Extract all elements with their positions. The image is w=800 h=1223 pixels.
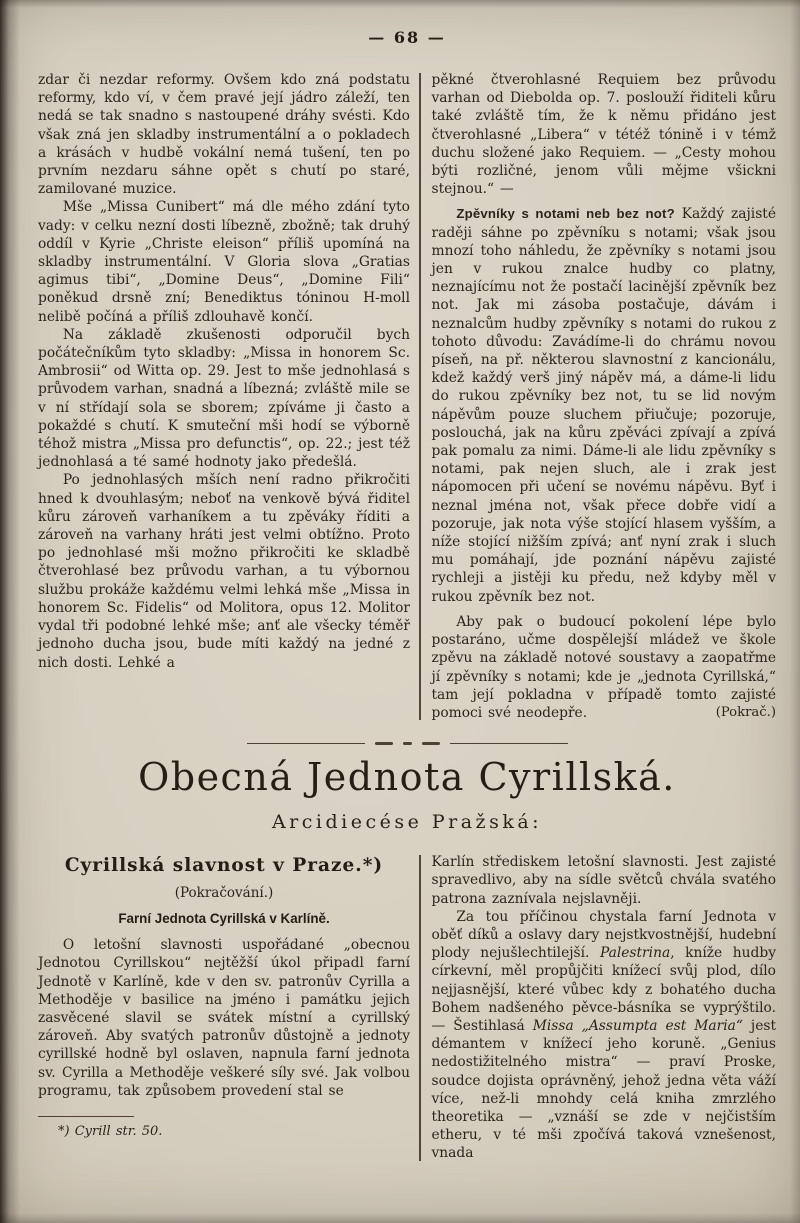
page-number: — 68 — xyxy=(368,28,446,47)
top-right-column xyxy=(432,71,777,722)
scan-edge-shadow-right xyxy=(790,0,800,1223)
ornament-diamond xyxy=(422,742,440,745)
page-content xyxy=(38,28,776,1163)
inline-heading: Zpěvníky s notami neb bez not? xyxy=(456,206,675,222)
paragraph: Mše „Missa Cunibert“ má dle mého zdání tyto vady: v celku nezní dosti líbezně, zbožně; tak druhý oddíl v Kyrie „Christe eleison“ příliš upomíná na skladby instrumentální. V Gloria slova „Gratias agimus tibi“, „Domine Deus“, „Domine Fili“ poněkud drsně zní; Benediktus tóninou H-moll nelibě počíná a příliš zdlouhavě končí. xyxy=(38,199,410,325)
footnote-text: *) Cyrill str. 50. xyxy=(58,1124,163,1140)
section-subtitle: Arcidiecése Pražská: xyxy=(271,811,543,834)
continuation-marker: (Pokrač.) xyxy=(715,704,776,720)
footnote xyxy=(38,1116,410,1140)
paragraph: Karlín střediskem letošní slavnosti. Jest zajisté spravedlivo, aby na sídle světců chvála svatého patrona zaznívala nejslavněji. xyxy=(431,854,776,907)
bottom-left-column xyxy=(38,853,410,1162)
scan-edge-shadow-top xyxy=(0,0,800,8)
column-divider-rule xyxy=(419,73,421,720)
column-divider-rule xyxy=(419,855,421,1160)
paragraph: Po jednohlasých mších není radno přikročiti hned k dvouhlasým; neboť na venkově bývá řiditel kůru zároveň varhaníkem a tu zpěváky říditi a zároveň na varhany hráti jest velmi obtížno. Proto po jednohlasé mši možno přikročiti ke skladbě čtverohlasé bez průvodu varhan, a tu výbornou službu prokáže každému velmi lehká mše „Missa in honorem Sc. Fidelis“ od Molitora, opus 12. Molitor vydal tři podobné lehké mše; anť ale všecky téměř jednoho ducha jsou, bude míti každý na jedné z nich dosti. Lehké a xyxy=(38,472,410,671)
italic-term: Missa „Assumpta est Maria“ xyxy=(532,1017,743,1034)
paragraph: Na základě zkušenosti odporučil bych počátečníkům tyto skladby: „Missa in honorem Sc. Ambrosii“ od Witta op. 29. Jest to mše jednohlasá s průvodem varhan, snadná a líbezná; zvláště mile se v ní střídají sola se sborem; zpíváme ji často a pokaždé s chutí. K smuteční mši hodí se výborně téhož mistra „Missa pro defunctis“, op. 22.; jest též jednohlasá a té samé hodnoty jako předešlá. xyxy=(38,326,410,471)
paragraph: O letošní slavnosti uspořádané „obecnou Jednotou Cyrillskou“ nejtěžší úkol připadl farní Jednotě v Karlíně, kde v den sv. patronův Cyrilla a Methoděje v basilice na jméno i památku jejich zasvěcené slavil se svátek místní a cyrillský zároveň. Aby svatých patronův důstojně a jednoty cyrillské hodně byl oslaven, napnula farní jednota sv. Cyrilla a Methoděje veškeré síly své. Jak volbou programu, tak způsobem provedení stal se xyxy=(38,937,410,1099)
paragraph-text: , kníže hudby církevní, měl propůjčiti knížecí svůj plod, dílo nejjasnější, které vůbec kdy z bohatého ducha Bohem nadšeného pěvce-básníka se vyprýštilo. — Šestihlasá xyxy=(431,945,776,1034)
article-subsubheading: Farní Jednota Cyrillská v Karlíně. xyxy=(118,911,330,927)
paragraph-text: jest démantem v knížecí jeho koruně. „Genius nedostižitelného mistra“ — praví Proske, soudce dojista oprávněný, jehož jedna věta váží více, než-li mnohdy celá kniha zmrzlého theoretika — „vznáší se zde v nejčistším etheru, v té mši zpočívá taková vznešenost, vnada xyxy=(431,1017,776,1162)
top-left-column xyxy=(38,71,410,722)
ornament-dot xyxy=(403,742,412,745)
paragraph xyxy=(432,908,777,1163)
footnote-rule xyxy=(38,1116,134,1118)
italic-term: Palestrina xyxy=(599,945,671,962)
paragraph-text: Za tou příčinou chystala farní Jednota v oběť díků a oslavy dary nejstkvostnější, hudební plody nejušlechtilejší. xyxy=(431,908,776,962)
article-cyrillska-slavnost xyxy=(38,853,776,1162)
section-title: Obecná Jednota Cyrillská. xyxy=(138,755,676,800)
scan-edge-shadow-left xyxy=(0,0,20,1223)
paragraph-text: Aby pak o budoucí pokolení lépe bylo postaráno, učme dospělejší mládež ve škole zpěvu na základě notové soustavy a zaopatřme jí zpěvníky s notami; kde je „jednota Cyrillská,“ tam její pokladna v případě tomto zajisté pomoci své neodepře. xyxy=(431,613,776,721)
ornament-line xyxy=(247,743,365,744)
paragraph xyxy=(432,205,777,605)
paragraph-text: Každý zajisté raději sáhne po zpěvníku s notami; však jsou mnozí toho náhledu, že zpěvníky s notami jsou jen v rukou znalce hudby co platny, neznajícímu not že postačí lacinější zpěvník bez not. Jak mi zásoba postačuje, dávám i neznalcům hudby zpěvníky s notami do rukou z tohoto důvodu: Zavádíme-li do chrámu novou píseň, na př. některou slavnostní z kancionálu, kdež každý verš jiný nápěv má, a dáme-li lidu do rukou zpěvníky bez not, tu se lid novým nápěvům pouze sluchem přiučuje; pozoruje, poslouchá, jak na kůru zpěváci zpívají a zpívá pak pomalu za nimi. Dáme-li ale lidu zpěvníky s notami, pak nejen sluch, ale i zrak jest nápomocen při učení se novému nápěvu. Byť i neznal jména not, však přece dobře vidí a pozoruje, jak nota výše stojící hlasem vyšším, a níže stojící nižším zpívá; anť nyní zrak i sluch mu pomáhají, jde poznání nápěvu zajisté rychleji a jistěji ku předu, než kdyby měl v rukou zpěvník bez not. xyxy=(431,206,776,605)
scan-edge-shadow-bottom xyxy=(0,1213,800,1223)
section-divider-ornament xyxy=(38,742,776,745)
ornament-diamond xyxy=(375,742,393,745)
paragraph xyxy=(432,613,777,722)
paragraph: zdar či nezdar reformy. Ovšem kdo zná podstatu reformy, kdo ví, v čem pravé její jádro záleží, ten nedá se tak snadno s nastoupené dráhy svésti. Kdo však zná jen skladby instrumentální a o pokladech a krásách v hudbě vokální nemá tušení, ten po prvním nezdaru sáhne opět s chutí po staré, zamilované muzice. xyxy=(38,72,410,198)
ornament-line xyxy=(450,743,568,744)
bottom-right-column xyxy=(432,853,777,1162)
article-heading: Cyrillská slavnost v Praze.*) xyxy=(64,855,384,877)
article-subheading: (Pokračování.) xyxy=(174,885,274,902)
article-church-music-continuation xyxy=(38,71,776,722)
paragraph: pěkné čtverohlasné Requiem bez průvodu varhan od Diebolda op. 7. poslouží řiditeli kůru také zvláště tím, že k němu přidáno jest čtverohlasné „Libera“ v tétéž tónině i v témž duchu složené jako Requiem. — „Cesty mohou býti rozličné, jenom vůli mějme všickni stejnou.“ — xyxy=(431,72,776,198)
